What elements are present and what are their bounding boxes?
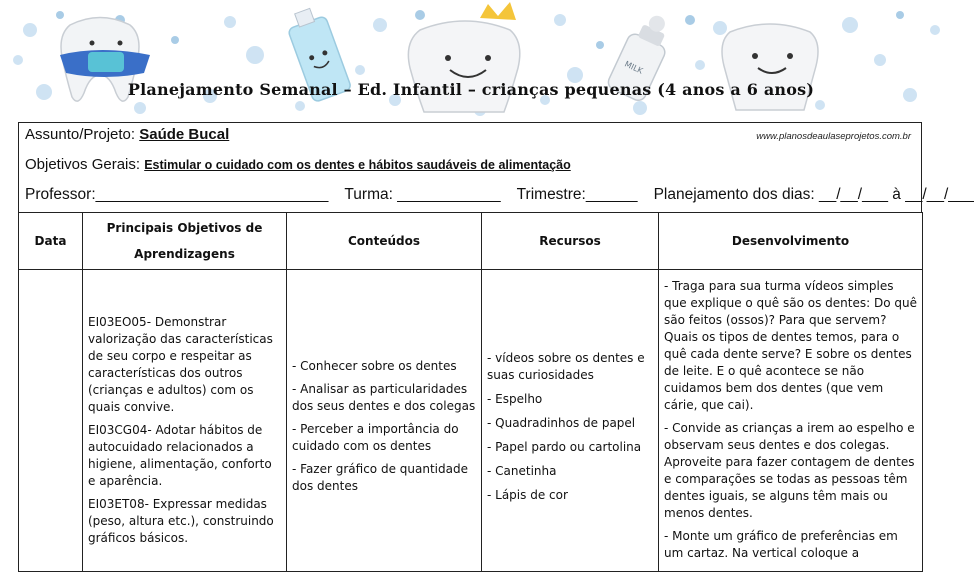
resource-item: - vídeos sobre os dentes e suas curiosidades xyxy=(487,351,645,382)
header-info-box xyxy=(18,122,974,213)
subject-value: Saúde Bucal xyxy=(139,126,230,143)
objective-item: EI03CG04- Adotar hábitos de autocuidado relacionados a higiene, alimentação, conforto e aparência. xyxy=(88,423,272,488)
content-item: - Perceber a importância do cuidado com os dentes xyxy=(292,422,459,453)
content-item: - Analisar as particularidades dos seus dentes e dos colegas xyxy=(292,382,476,413)
planning-days-field[interactable]: Planejamento dos dias: __/__/___ à __/__/___ xyxy=(653,186,974,203)
development-cell xyxy=(659,270,923,572)
website-link[interactable]: www.planosdeaulaseprojetos.com.br xyxy=(756,131,911,142)
resource-item: - Lápis de cor xyxy=(487,488,568,502)
contents-cell xyxy=(287,270,482,572)
class-field[interactable]: Turma: ____________ xyxy=(344,186,501,203)
development-item: - Monte um gráfico de preferências em um cartaz. Na vertical coloque a xyxy=(664,529,898,560)
column-header-resources: Recursos xyxy=(482,213,659,270)
subject-label: Assunto/Projeto: xyxy=(25,126,136,143)
content-item: - Fazer gráfico de quantidade dos dentes xyxy=(292,462,468,493)
development-item: - Traga para sua turma vídeos simples que explique o quê são os dentes: Do quê são feitos (ossos)? Para que servem? Quais os tipos de dentes temos, para o quê cada dente serve? E sobre os dentes de leite. E o quê acontece se não cuidamos bem dos dentes (que vem cárie, que cai). xyxy=(664,279,917,412)
objectives-cell xyxy=(83,270,287,572)
resources-cell xyxy=(482,270,659,572)
resource-item: - Espelho xyxy=(487,392,543,406)
dental-illustration xyxy=(0,0,942,120)
teacher-field[interactable]: Professor:___________________________ xyxy=(25,186,329,203)
planning-table xyxy=(18,212,923,572)
goals-line xyxy=(25,156,571,173)
quarter-field[interactable]: Trimestre:______ xyxy=(516,186,638,203)
content-item: - Conhecer sobre os dentes xyxy=(292,359,457,373)
objective-item: EI03ET08- Expressar medidas (peso, altura etc.), construindo gráficos básicos. xyxy=(88,497,274,545)
table-row xyxy=(19,270,923,572)
document-title: Planejamento Semanal – Ed. Infantil – crianças pequenas (4 anos a 6 anos) xyxy=(127,80,815,99)
table-header-row xyxy=(19,213,923,270)
column-header-development: Desenvolvimento xyxy=(659,213,923,270)
objective-item: EI03EO05- Demonstrar valorização das características de seu corpo e respeitar as características dos outros (crianças e adultos) com os quais convive. xyxy=(88,315,273,414)
resource-item: - Canetinha xyxy=(487,464,557,478)
teacher-line xyxy=(25,186,974,204)
goals-label: Objetivos Gerais: xyxy=(25,156,141,173)
column-header-objectives: Principais Objetivos de Aprendizagens xyxy=(83,213,287,270)
subject-line xyxy=(25,126,229,143)
decorative-banner xyxy=(0,0,942,120)
svg-text:MILK: MILK xyxy=(623,59,645,76)
column-header-data: Data xyxy=(19,213,83,270)
date-cell[interactable] xyxy=(19,270,83,572)
goals-value: Estimular o cuidado com os dentes e hábitos saudáveis de alimentação xyxy=(144,158,571,172)
column-header-contents: Conteúdos xyxy=(287,213,482,270)
resource-item: - Quadradinhos de papel xyxy=(487,416,636,430)
development-item: - Convide as crianças a irem ao espelho e observam seus dentes e dos colegas. Aproveite para fazer contagem de dentes e comparações se todas as pessoas têm dentes iguais, se alguns têm mais ou menos dentes. xyxy=(664,421,915,520)
resource-item: - Papel pardo ou cartolina xyxy=(487,440,642,454)
